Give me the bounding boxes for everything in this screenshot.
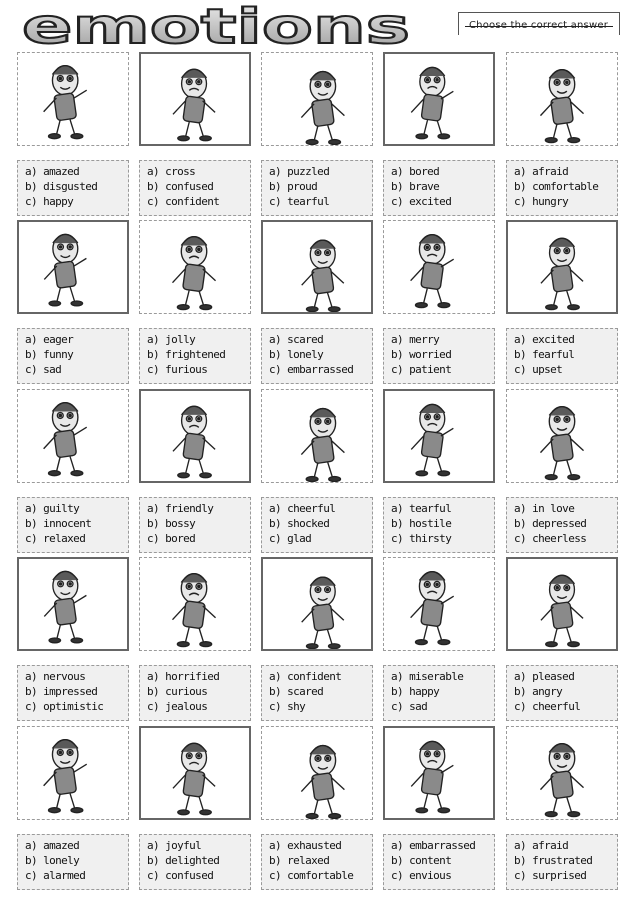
answer-option[interactable]: b) frustrated	[514, 854, 593, 867]
answer-option[interactable]: a) embarrassed	[391, 839, 476, 852]
man-crying-paper-icon	[261, 389, 373, 483]
answer-option[interactable]: c) embarrassed	[269, 363, 354, 376]
title-banner	[0, 0, 638, 52]
boy-broken-window-icon	[17, 389, 129, 483]
answer-option[interactable]: a) eager	[25, 333, 74, 346]
answer-option[interactable]: b) confused	[147, 180, 214, 193]
answer-option[interactable]: c) surprised	[514, 869, 587, 882]
answer-options	[17, 834, 129, 890]
answer-option[interactable]: c) confident	[147, 195, 220, 208]
boy-with-cap-icon	[17, 220, 129, 314]
answer-option[interactable]: a) cheerful	[269, 502, 336, 515]
answer-option[interactable]: c) jealous	[147, 700, 208, 713]
answer-option[interactable]: b) innocent	[25, 517, 92, 530]
answer-options	[506, 665, 618, 721]
answer-options	[17, 665, 129, 721]
answer-options	[506, 160, 618, 216]
answer-options	[506, 328, 618, 384]
answer-option[interactable]: c) comfortable	[269, 869, 354, 882]
answer-option[interactable]: a) friendly	[147, 502, 214, 515]
answer-option[interactable]: b) disgusted	[25, 180, 98, 193]
answer-options	[383, 328, 495, 384]
answer-option[interactable]: c) cheerless	[514, 532, 587, 545]
running-man-icon	[506, 52, 618, 146]
answer-option[interactable]: c) happy	[25, 195, 74, 208]
answer-options	[17, 328, 129, 384]
page-title: emotions	[22, 4, 410, 50]
answer-option[interactable]: b) comfortable	[514, 180, 599, 193]
answer-option[interactable]: a) guilty	[25, 502, 80, 515]
answer-option[interactable]: a) tearful	[391, 502, 452, 515]
answer-options	[139, 834, 251, 890]
answer-option[interactable]: c) glad	[269, 532, 312, 545]
answer-option[interactable]: b) scared	[269, 685, 324, 698]
answer-options	[139, 665, 251, 721]
answer-option[interactable]: c) envious	[391, 869, 452, 882]
man-laughing-icon	[383, 557, 495, 651]
answer-option[interactable]: c) patient	[391, 363, 452, 376]
answer-option[interactable]: c) excited	[391, 195, 452, 208]
answer-option[interactable]: a) confident	[269, 670, 342, 683]
answer-option[interactable]: b) impressed	[25, 685, 98, 698]
answer-option[interactable]: b) worried	[391, 348, 452, 361]
answer-option[interactable]: b) curious	[147, 685, 208, 698]
answer-option[interactable]: a) afraid	[514, 165, 569, 178]
answer-option[interactable]: a) in love	[514, 502, 575, 515]
answer-option[interactable]: a) nervous	[25, 670, 86, 683]
answer-option[interactable]: a) miserable	[391, 670, 464, 683]
answer-options	[139, 497, 251, 553]
answer-option[interactable]: a) puzzled	[269, 165, 330, 178]
answer-option[interactable]: a) cross	[147, 165, 196, 178]
answer-option[interactable]: c) upset	[514, 363, 563, 376]
answer-options	[139, 160, 251, 216]
answer-option[interactable]: a) bored	[391, 165, 440, 178]
man-water-cooler-icon	[383, 389, 495, 483]
answer-option[interactable]: a) afraid	[514, 839, 569, 852]
man-at-signpost-icon	[139, 726, 251, 820]
answer-option[interactable]: c) relaxed	[25, 532, 86, 545]
answer-options	[261, 160, 373, 216]
answer-option[interactable]: b) frightened	[147, 348, 226, 361]
boy-on-steps-icon	[383, 52, 495, 146]
instructions-box	[458, 12, 620, 35]
answer-option[interactable]: a) exhausted	[269, 839, 342, 852]
answer-option[interactable]: b) brave	[391, 180, 440, 193]
boy-with-fists-icon	[506, 726, 618, 820]
answer-options	[17, 497, 129, 553]
answer-option[interactable]: b) bossy	[147, 517, 196, 530]
answer-option[interactable]: c) thirsty	[391, 532, 452, 545]
answer-options	[383, 160, 495, 216]
answer-option[interactable]: c) shy	[269, 700, 306, 713]
jumping-boy-icon	[506, 220, 618, 314]
answer-options	[383, 497, 495, 553]
answer-option[interactable]: b) angry	[514, 685, 563, 698]
answer-options	[506, 497, 618, 553]
answer-option[interactable]: b) fearful	[514, 348, 575, 361]
man-holding-paper-icon	[261, 52, 373, 146]
answer-option[interactable]: c) hungry	[514, 195, 569, 208]
grumpy-man-with-cat-icon	[139, 52, 251, 146]
answer-option[interactable]: b) lonely	[25, 854, 80, 867]
answer-option[interactable]: c) furious	[147, 363, 208, 376]
answer-option[interactable]: a) horrified	[147, 670, 220, 683]
answer-option[interactable]: b) happy	[391, 685, 440, 698]
man-at-computer-icon	[506, 557, 618, 651]
man-dropping-books-icon	[139, 220, 251, 314]
girl-with-spider-icon	[261, 220, 373, 314]
answer-option[interactable]: a) merry	[391, 333, 440, 346]
boy-with-bottle-icon	[17, 52, 129, 146]
answer-option[interactable]: a) pleased	[514, 670, 575, 683]
answer-option[interactable]: c) sad	[391, 700, 428, 713]
answer-options	[506, 834, 618, 890]
man-in-suit-icon	[383, 220, 495, 314]
answer-option[interactable]: b) hostile	[391, 517, 452, 530]
answer-options	[261, 497, 373, 553]
answer-options	[261, 665, 373, 721]
answer-option[interactable]: b) lonely	[269, 348, 324, 361]
grinning-boy-icon	[506, 389, 618, 483]
tall-nervous-man-icon	[17, 557, 129, 651]
answer-option[interactable]: b) relaxed	[269, 854, 330, 867]
answer-option[interactable]: a) jolly	[147, 333, 196, 346]
girl-at-window-icon	[17, 726, 129, 820]
man-sleeping-book-icon	[261, 726, 373, 820]
man-at-door-icon	[383, 726, 495, 820]
answer-option[interactable]: c) sad	[25, 363, 62, 376]
answer-options	[139, 328, 251, 384]
answer-option[interactable]: c) alarmed	[25, 869, 86, 882]
answer-options	[383, 834, 495, 890]
answer-options	[383, 665, 495, 721]
answer-options	[17, 160, 129, 216]
man-falling-icon	[139, 389, 251, 483]
answer-option[interactable]: c) bored	[147, 532, 196, 545]
answer-option[interactable]: a) scared	[269, 333, 324, 346]
answer-option[interactable]: b) proud	[269, 180, 318, 193]
answer-option[interactable]: a) amazed	[25, 165, 80, 178]
answer-options	[261, 328, 373, 384]
answer-options	[261, 834, 373, 890]
title-lettering	[18, 4, 418, 50]
girl-with-pigtails-icon	[261, 557, 373, 651]
answer-option[interactable]: b) content	[391, 854, 452, 867]
answer-option[interactable]: b) funny	[25, 348, 74, 361]
answer-option[interactable]: c) cheerful	[514, 700, 581, 713]
answer-option[interactable]: c) optimistic	[25, 700, 104, 713]
instructions-text: Choose the correct answer	[469, 20, 608, 31]
answer-option[interactable]: c) confused	[147, 869, 214, 882]
answer-option[interactable]: b) delighted	[147, 854, 220, 867]
answer-option[interactable]: b) shocked	[269, 517, 330, 530]
answer-option[interactable]: a) excited	[514, 333, 575, 346]
answer-option[interactable]: a) joyful	[147, 839, 202, 852]
answer-option[interactable]: a) amazed	[25, 839, 80, 852]
answer-option[interactable]: b) depressed	[514, 517, 587, 530]
boy-with-bag-icon	[139, 557, 251, 651]
answer-option[interactable]: c) tearful	[269, 195, 330, 208]
